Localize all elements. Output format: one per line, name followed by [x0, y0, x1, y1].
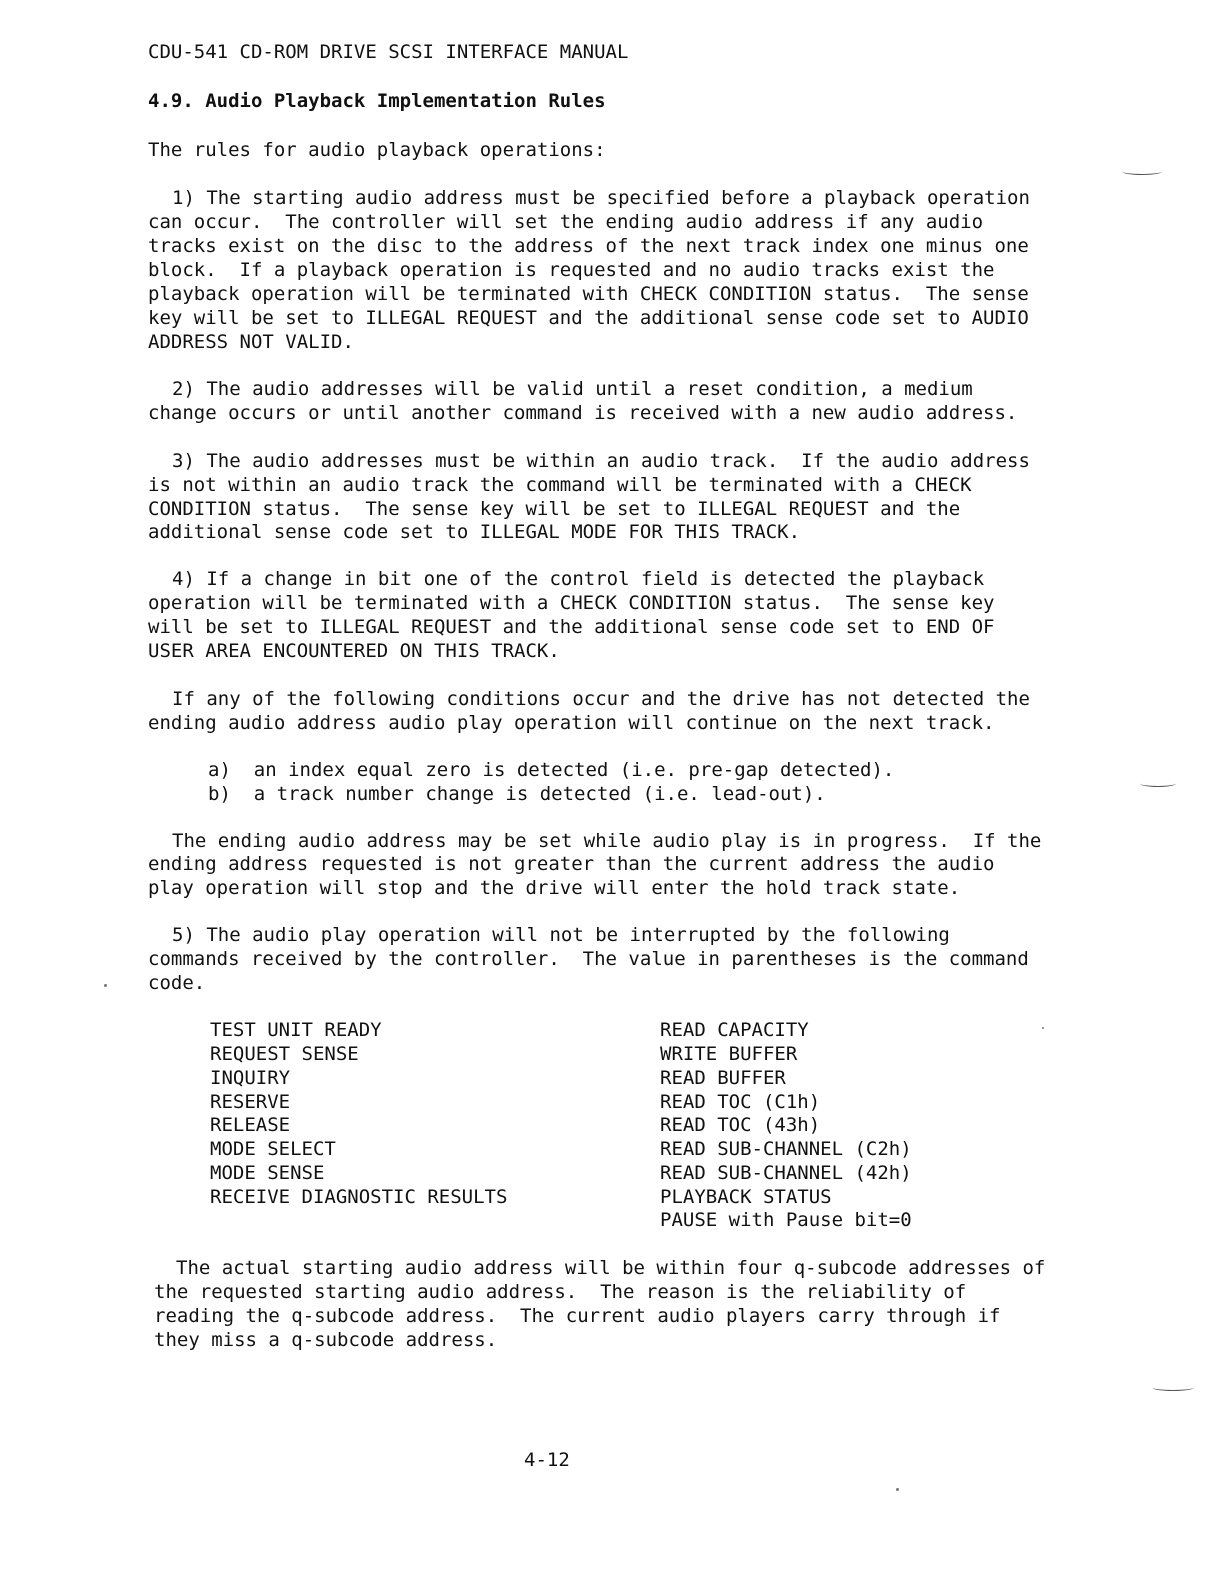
- section-heading: 4.9. Audio Playback Implementation Rules: [148, 90, 606, 112]
- text-line: ADDRESS NOT VALID.: [148, 331, 354, 353]
- command-item: READ SUB-CHANNEL (C2h): [660, 1138, 912, 1160]
- text-line: CONDITION status. The sense key will be set to ILLEGAL REQUEST and the: [148, 498, 961, 520]
- text-line: will be set to ILLEGAL REQUEST and the additional sense code set to END OF: [148, 616, 995, 638]
- scan-speck: [896, 1488, 899, 1491]
- text-line: 4) If a change in bit one of the control field is detected the playback: [172, 568, 985, 590]
- command-item: MODE SELECT: [210, 1138, 336, 1160]
- text-line: key will be set to ILLEGAL REQUEST and the additional sense code set to AUDIO: [148, 307, 1029, 329]
- command-item: READ BUFFER: [660, 1067, 786, 1089]
- text-line: they miss a q-subcode address.: [154, 1329, 498, 1351]
- scan-mark: [1122, 168, 1162, 175]
- text-line: block. If a playback operation is requested and no audio tracks exist the: [148, 259, 995, 281]
- list-item: b) a track number change is detected (i.e. lead-out).: [208, 783, 826, 805]
- command-item: RELEASE: [210, 1114, 291, 1136]
- running-header: CDU-541 CD-ROM DRIVE SCSI INTERFACE MANUAL: [148, 41, 629, 63]
- text-line: commands received by the controller. The value in parentheses is the command: [148, 948, 1029, 970]
- text-line: USER AREA ENCOUNTERED ON THIS TRACK.: [148, 640, 560, 662]
- command-item: READ CAPACITY: [660, 1019, 809, 1041]
- scan-speck: [104, 984, 107, 987]
- text-line: ending address requested is not greater than the current address the audio: [148, 853, 995, 875]
- text-line: play operation will stop and the drive will enter the hold track state.: [148, 877, 961, 899]
- command-item: TEST UNIT READY: [210, 1019, 382, 1041]
- page-number: 4-12: [524, 1449, 570, 1471]
- text-line: 5) The audio play operation will not be interrupted by the following: [172, 924, 950, 946]
- command-item: RESERVE: [210, 1091, 291, 1113]
- command-item: READ TOC (C1h): [660, 1091, 821, 1113]
- text-line: the requested starting audio address. The reason is the reliability of: [154, 1281, 967, 1303]
- text-line: operation will be terminated with a CHECK CONDITION status. The sense key: [148, 592, 995, 614]
- command-item: MODE SENSE: [210, 1162, 325, 1184]
- text-line: is not within an audio track the command will be terminated with a CHECK: [148, 474, 972, 496]
- scan-mark: [1140, 780, 1176, 787]
- text-line: ending audio address audio play operation will continue on the next track.: [148, 712, 995, 734]
- command-item: INQUIRY: [210, 1067, 291, 1089]
- command-item: RECEIVE DIAGNOSTIC RESULTS: [210, 1186, 508, 1208]
- text-line: additional sense code set to ILLEGAL MODE FOR THIS TRACK.: [148, 521, 801, 543]
- command-item: WRITE BUFFER: [660, 1043, 798, 1065]
- scan-mark: [1152, 1384, 1194, 1391]
- text-line: 3) The audio addresses must be within an audio track. If the audio address: [172, 450, 1030, 472]
- text-line: code.: [148, 972, 206, 994]
- text-line: change occurs or until another command is received with a new audio address.: [148, 402, 1018, 424]
- text-line: The actual starting audio address will be within four q-subcode addresses of: [176, 1257, 1046, 1279]
- text-line: If any of the following conditions occur and the drive has not detected the: [172, 688, 1030, 710]
- command-item: PLAYBACK STATUS: [660, 1186, 832, 1208]
- scan-speck: [1042, 1027, 1044, 1029]
- text-line: The ending audio address may be set while audio play is in progress. If the: [172, 830, 1042, 852]
- command-item: REQUEST SENSE: [210, 1043, 359, 1065]
- intro-text: The rules for audio playback operations:: [148, 139, 606, 161]
- text-line: 2) The audio addresses will be valid until a reset condition, a medium: [172, 378, 973, 400]
- text-line: 1) The starting audio address must be specified before a playback operation: [172, 187, 1030, 209]
- list-item: a) an index equal zero is detected (i.e. pre-gap detected).: [208, 759, 895, 781]
- text-line: can occur. The controller will set the ending audio address if any audio: [148, 211, 984, 233]
- command-item: READ TOC (43h): [660, 1114, 821, 1136]
- text-line: tracks exist on the disc to the address of the next track index one minus one: [148, 235, 1029, 257]
- text-line: reading the q-subcode address. The current audio players carry through if: [154, 1305, 1001, 1327]
- command-item: READ SUB-CHANNEL (42h): [660, 1162, 912, 1184]
- text-line: playback operation will be terminated with CHECK CONDITION status. The sense: [148, 283, 1029, 305]
- command-item: PAUSE with Pause bit=0: [660, 1209, 912, 1231]
